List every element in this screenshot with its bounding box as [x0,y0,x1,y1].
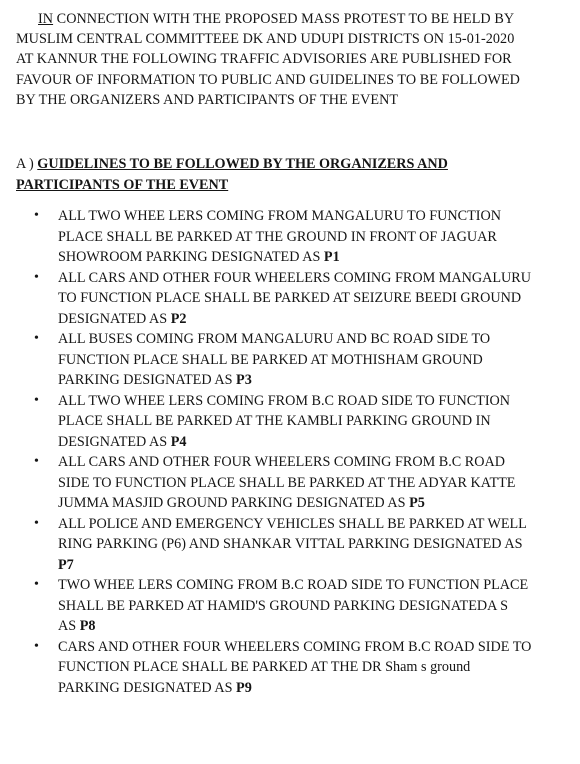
section-a-title-line-2 [16,175,576,196]
list-item-text: PARKING DESIGNATED AS [58,679,237,696]
bullet-icon: • [34,515,39,531]
intro-paragraph [16,9,576,110]
bullet-icon: • [34,454,39,469]
list-item [30,575,575,637]
bullet-icon: • [34,269,39,285]
list-item [30,329,575,391]
intro-line-1-prefix: IN [38,11,54,27]
list-item-line: TO FUNCTION PLACE SHALL BE PARKED AT SEIZURE BEEDI GROUND [58,290,522,306]
section-a-heading-line-1: GUIDELINES TO BE FOLLOWED BY THE ORGANIZERS AND [37,156,448,172]
list-item-line [58,309,575,330]
guidelines-list [30,206,575,698]
list-item-line [58,370,575,391]
list-item-text: PARKING DESIGNATED AS [58,372,237,388]
list-item-line: ALL TWO WHEE LERS COMING FROM B.C ROAD SIDE TO FUNCTION [58,392,511,409]
list-item-line: TWO WHEE LERS COMING FROM B.C ROAD SIDE TO FUNCTION PLACE [58,577,529,593]
parking-code: P5 [409,495,425,511]
bullet-icon: • [34,208,39,223]
list-item-line [58,493,575,514]
intro-line-1-rest: CONNECTION WITH THE PROPOSED MASS PROTEST TO BE HELD BY [53,11,515,27]
list-item-line: CARS AND OTHER FOUR WHEELERS COMING FROM B.C ROAD SIDE TO [58,638,532,655]
intro-line-2: MUSLIM CENTRAL COMMITTEEE DK AND UDUPI DISTRICTS ON 15-01-2020 [16,31,515,48]
section-a-heading-line-2: PARTICIPANTS OF THE EVENT [16,176,229,193]
list-item-text: DESIGNATED AS [58,310,171,327]
list-item-line [58,678,575,699]
parking-code: P1 [323,249,340,265]
list-item [30,637,575,699]
list-item-line [58,432,575,453]
intro-line-1 [16,9,576,29]
list-item [30,452,575,514]
list-item-line: FUNCTION PLACE SHALL BE PARKED AT THE DR Sham s ground [58,659,471,675]
list-item-line: ALL BUSES COMING FROM MANGALURU AND BC ROAD SIDE TO [58,331,491,347]
list-item-line: ALL TWO WHEE LERS COMING FROM MANGALURU TO FUNCTION [58,208,501,224]
list-item-line: FUNCTION PLACE SHALL BE PARKED AT MOTHISHAM GROUND [58,351,483,368]
bullet-icon: • [34,392,39,408]
bullet-icon: • [34,577,39,592]
list-item-line [58,555,575,576]
list-item-text: JUMMA MASJID GROUND PARKING DESIGNATED AS [58,495,410,511]
list-item-text: SHOWROOM PARKING DESIGNATED AS [58,249,324,265]
list-item [30,391,575,453]
list-item-line [58,616,575,637]
parking-code: P7 [58,556,74,573]
list-item-line: RING PARKING (P6) AND SHANKAR VITTAL PARKING DESIGNATED AS [58,536,523,552]
parking-code: P8 [79,618,96,634]
list-item-text: DESIGNATED AS [58,433,171,450]
section-a-prefix: A ) [16,156,38,172]
intro-line-3: AT KANNUR THE FOLLOWING TRAFFIC ADVISORIES ARE PUBLISHED FOR [16,51,512,68]
list-item [30,206,575,268]
list-item-line: PLACE SHALL BE PARKED AT THE GROUND IN FRONT OF JAGUAR [58,228,497,245]
parking-code: P3 [236,372,252,388]
bullet-icon: • [34,638,39,654]
list-item [30,514,575,576]
list-item-line: ALL CARS AND OTHER FOUR WHEELERS COMING FROM MANGALURU [58,269,531,286]
list-item [30,268,575,330]
bullet-icon: • [34,331,39,346]
parking-code: P2 [170,310,187,327]
list-item-text: AS [58,618,80,634]
list-item-line: SIDE TO FUNCTION PLACE SHALL BE PARKED AT THE ADYAR KATTE [58,474,516,491]
section-a-title-line-1 [16,154,576,175]
list-item-line: ALL CARS AND OTHER FOUR WHEELERS COMING FROM B.C ROAD [58,454,505,470]
list-item-line: ALL POLICE AND EMERGENCY VEHICLES SHALL BE PARKED AT WELL [58,515,527,532]
parking-code: P9 [236,679,252,696]
parking-code: P4 [170,433,187,450]
intro-line-5: BY THE ORGANIZERS AND PARTICIPANTS OF THE EVENT [16,91,399,108]
list-item-line [58,247,575,268]
section-a-title [16,154,576,195]
intro-line-4: FAVOUR OF INFORMATION TO PUBLIC AND GUIDELINES TO BE FOLLOWED [16,71,520,88]
list-item-line: SHALL BE PARKED AT HAMID'S GROUND PARKING DESIGNATEDA S [58,597,509,614]
list-item-line: PLACE SHALL BE PARKED AT THE KAMBLI PARKING GROUND IN [58,413,491,429]
